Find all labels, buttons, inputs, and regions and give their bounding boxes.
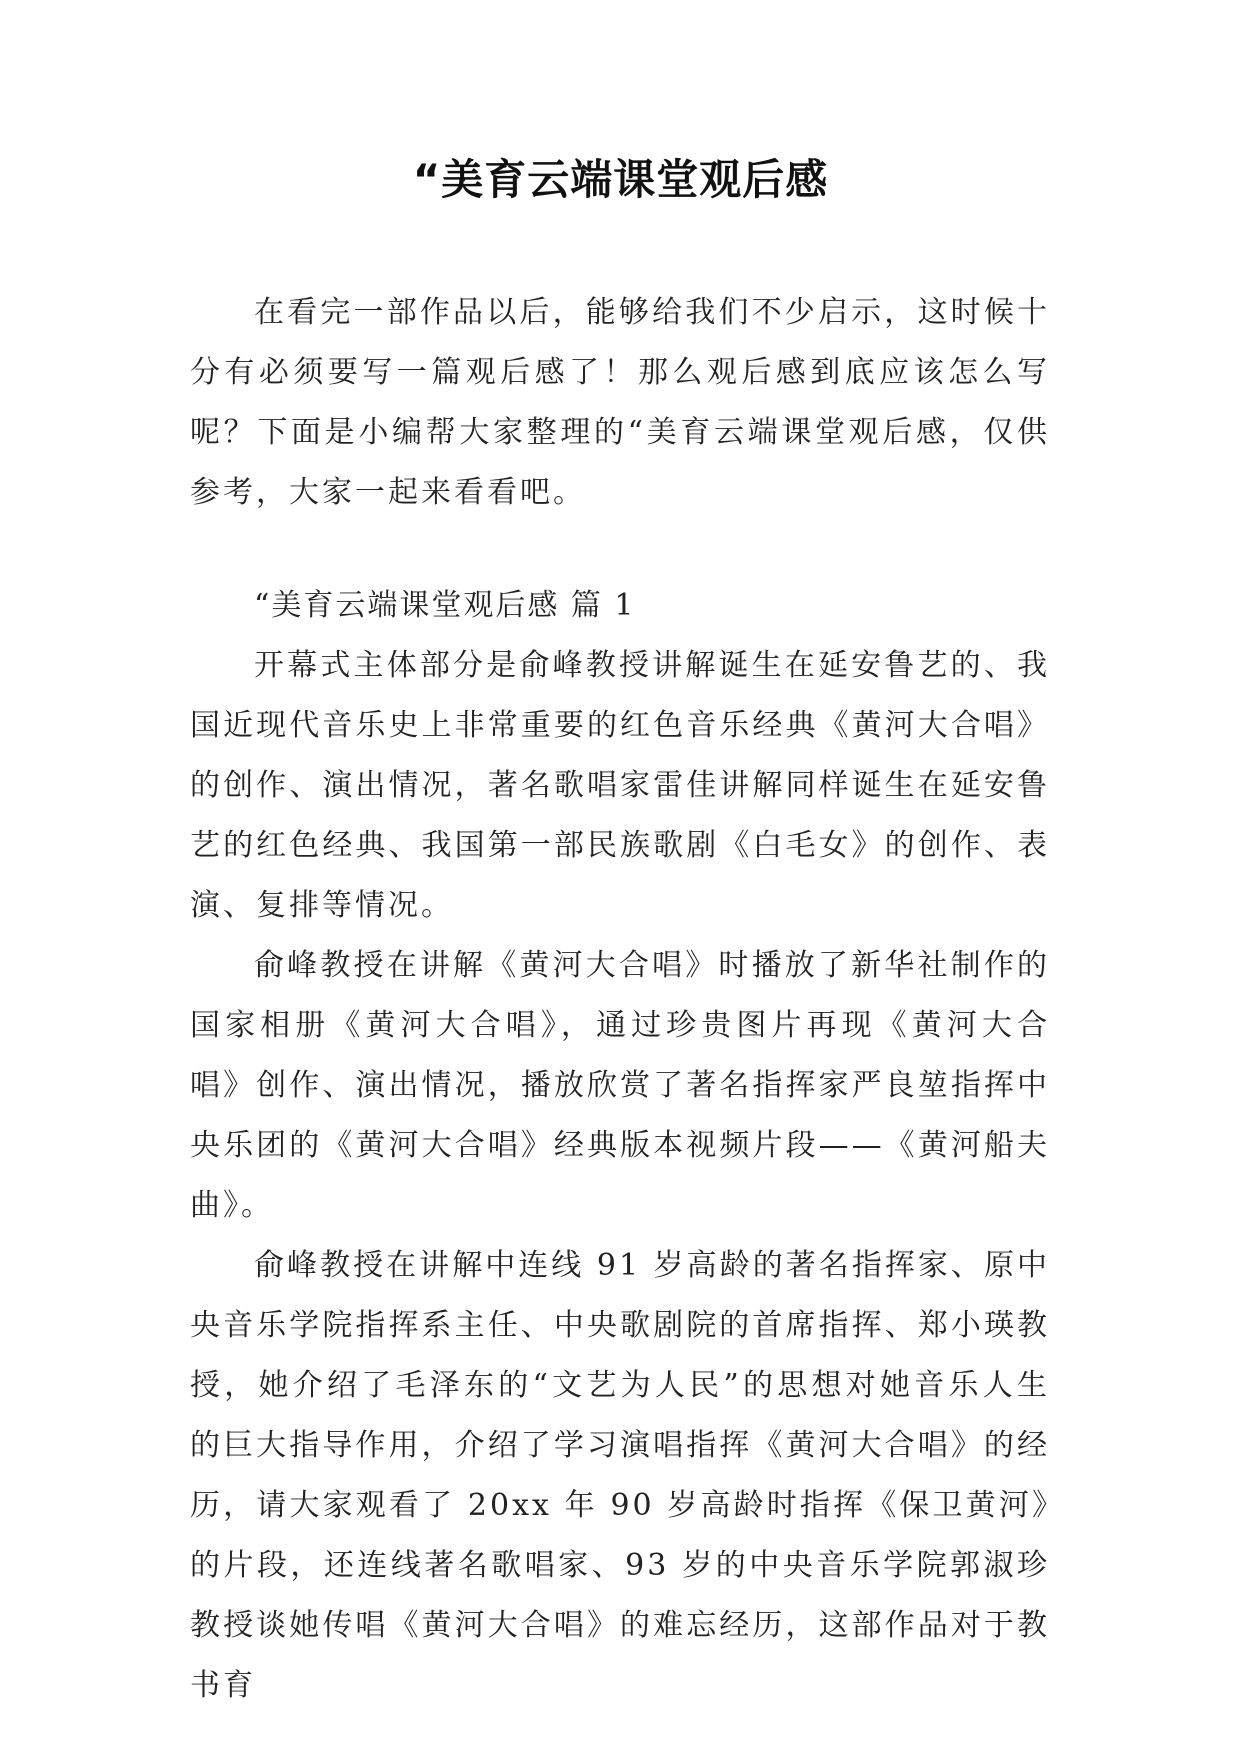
body-paragraph: 俞峰教授在讲解《黄河大合唱》时播放了新华社制作的国家相册《黄河大合唱》，通过珍贵图片再现《黄河大合唱》创作、演出情况，播放欣赏了著名指挥家严良堃指挥中央乐团的《黄河大合唱》经典版本视频片段——《黄河船夫曲》。 — [190, 948, 1050, 1223]
page-title: “美育云端课堂观后感 — [412, 155, 829, 204]
body-paragraph: 开幕式主体部分是俞峰教授讲解诞生在延安鲁艺的、我国近现代音乐史上非常重要的红色音乐经典《黄河大合唱》的创作、演出情况，著名歌唱家雷佳讲解同样诞生在延安鲁艺的红色经典、我国第一部民族歌剧《白毛女》的创作、表演、复排等情况。 — [190, 648, 1050, 923]
body-paragraph: 俞峰教授在讲解中连线 91 岁高龄的著名指挥家、原中央音乐学院指挥系主任、中央歌剧院的首席指挥、郑小瑛教授，她介绍了毛泽东的“文艺为人民”的思想对她音乐人生的巨大指导作用，介绍了学习演唱指挥《黄河大合唱》的经历，请大家观看了 20xx 年 90 岁高龄时指挥《保卫黄河》的片段，还连线著名歌唱家、93 岁的中央音乐学院郭淑珍教授谈她传唱《黄河大合唱》的难忘经历，这部作品对于教书育 — [190, 1248, 1050, 1703]
intro-paragraph: 在看完一部作品以后，能够给我们不少启示，这时候十分有必须要写一篇观后感了！那么观后感到底应该怎么写呢？下面是小编帮大家整理的“美育云端课堂观后感，仅供参考，大家一起来看看吧。 — [190, 295, 1050, 510]
intro-block — [190, 283, 1050, 523]
section-block — [190, 576, 1050, 1716]
section-heading: “美育云端课堂观后感 篇 1 — [254, 588, 636, 623]
